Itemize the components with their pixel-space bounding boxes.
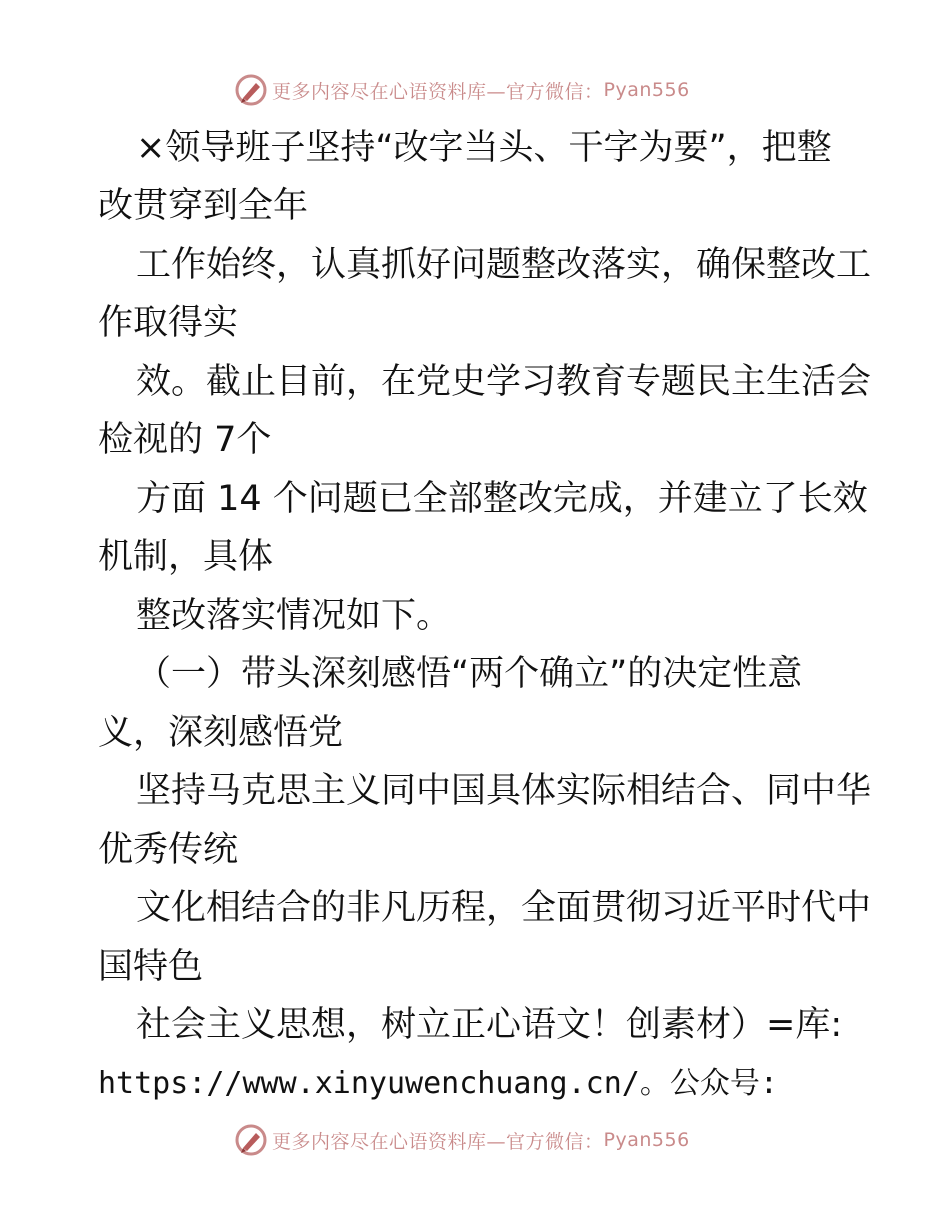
text-line: 方面 14 个问题已全部整改完成，并建立了长效 <box>136 479 868 519</box>
pen-logo-icon <box>234 73 268 107</box>
text-line: 社会主义思想，树立正心语文！创素材）=库: <box>136 1005 843 1045</box>
text-line: 机制，具体 <box>98 537 274 577</box>
watermark-text: 更多内容尽在心语资料库—官方微信： <box>272 1130 604 1153</box>
text-line: 作取得实 <box>98 303 239 343</box>
text-line: 整改落实情况如下。 <box>136 596 452 636</box>
text-line: ×领导班子坚持“改字当头、干字为要”，把整 <box>136 128 832 168</box>
watermark-text: 更多内容尽在心语资料库—官方微信： <box>272 80 604 103</box>
section-heading: （一）带头深刻感悟“两个确立”的决定性意 <box>136 654 803 694</box>
text-line: 义，深刻感悟党 <box>98 713 344 753</box>
text-line: 坚持马克思主义同中国具体实际相结合、同中华 <box>136 771 872 811</box>
watermark-wechat-id: Pyan556 <box>603 79 690 101</box>
watermark-footer <box>234 1122 690 1158</box>
text-line: 效。截止目前，在党史学习教育专题民主生活会 <box>136 362 872 402</box>
text-line: 改贯穿到全年 <box>98 186 309 226</box>
text-line: 检视的 7个 <box>98 420 272 460</box>
text-line: 国特色 <box>98 947 204 987</box>
text-line: 优秀传统 <box>98 830 239 870</box>
watermark-header <box>234 72 690 108</box>
text-line: 工作始终，认真抓好问题整改落实，确保整改工 <box>136 245 872 285</box>
watermark-wechat-id: Pyan556 <box>603 1129 690 1151</box>
pen-logo-icon <box>234 1123 268 1157</box>
url-line: https://www.xinyuwenchuang.cn/。公众号: <box>98 1066 778 1101</box>
text-line: 文化相结合的非凡历程，全面贯彻习近平时代中 <box>136 888 872 928</box>
